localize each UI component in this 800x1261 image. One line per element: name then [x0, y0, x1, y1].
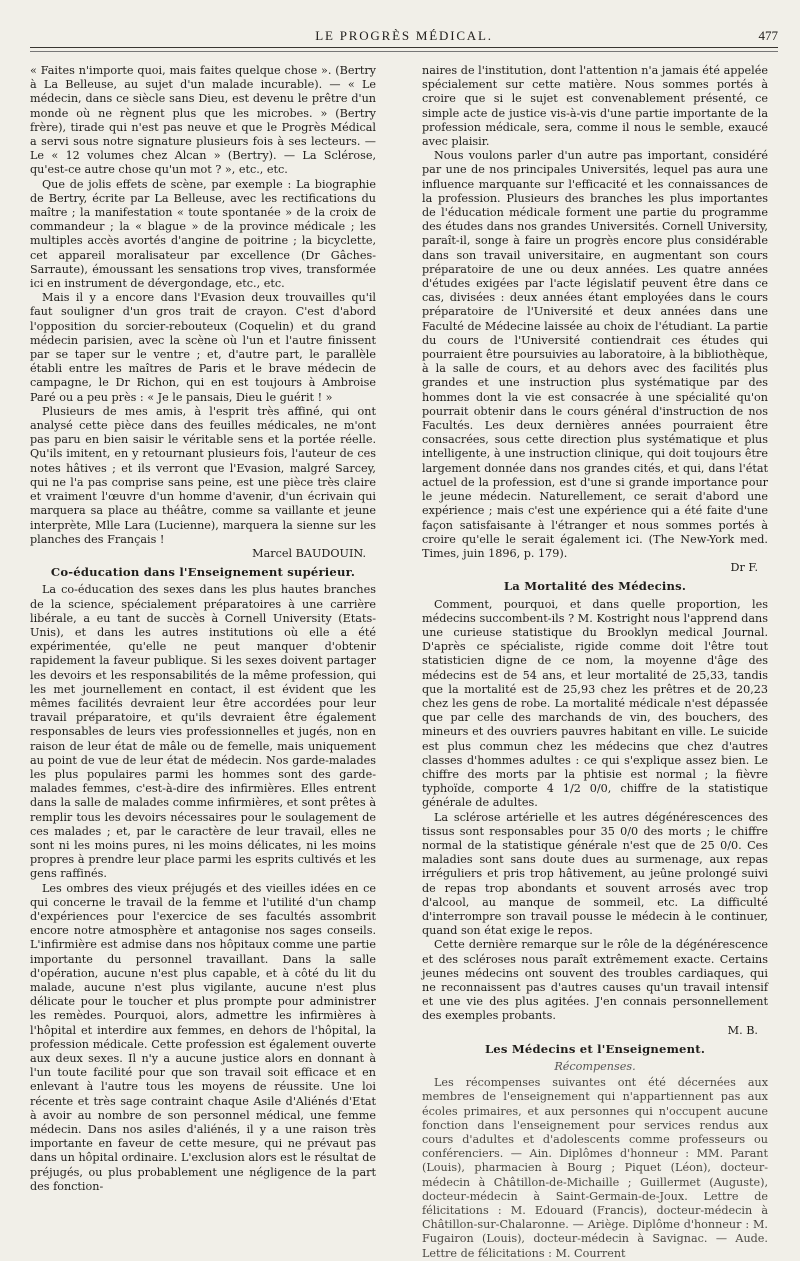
- paragraph: Comment, pourquoi, et dans quelle proportion, les médecins succombent-ils ? M. Kostright nous l'apprend dans une curieuse statistique du Brooklyn medical Journal. D'après ce spécialiste, rigide comme doit l'être tout statisticien digne de ce nom, la moyenne d'âge des médecins est de 54 ans, et leur mortalité de 25,33, tandis que la mortalité est de 25,93 chez les prêtres et de 20,23 chez les gens de robe. La mortalité médicale n'est dépassée que par celle des marchands de vin, des bouchers, des mineurs et des ouvriers pauvres habitant en ville. Le suicide est plus commun chez les médecins que chez d'autres classes d'hommes adultes : ce qui s'explique assez bien. Le chiffre des morts par la phtisie est normal ; la fièvre typhoïde, comporte 4 1/2 0/0, chiffre de la statistique générale de adultes.: [422, 597, 768, 810]
- paragraph: Nous voulons parler d'un autre pas important, considéré par une de nos principales Universités, lequel pas aura une influence marquante sur l'efficacité et les connaissances de la profession. Plusieurs des branches les plus importantes de l'éducation médicale forment une partie du programme des études dans nos grandes Universités. Cornell University, paraît-il, songe à faire un progrès encore plus considérable dans son travail universitaire, en augmentant son cours préparatoire de une ou deux années. Les quatre années d'études exigées par l'acte législatif peuvent être dans ce cas, divisées : deux années étant employées dans le cours préparatoire de l'Université et deux années dans une Faculté de Médecine laissée au choix de l'étudiant. La partie du cours de l'Université contiendrait ces études qui pourraient être poursuivies au laboratoire, à la bibliothèque, à la salle de cours, et au dehors avec des facilités plus grandes et une instruction plus systématique par des hommes dont la vie est consacrée à une spécialité qu'on pourrait obtenir dans le cours général d'instruction de nos Facultés. Les deux dernières années pourraient être consacrées, sous cette direction plus systématique et plus intelligente, à une instruction clinique, qui doit toujours être largement donnée dans nos grandes cités, et qui, dans l'état actuel de la profession, est d'une si grande importance pour le jeune médecin. Naturellement, ce serait d'abord une expérience ; mais c'est une expérience qui a été faite d'une façon satisfaisante à l'étranger et nous sommes portés à croire qu'elle le serait également ici. (The New-York med. Times, juin 1896, p. 179).: [422, 149, 768, 560]
- paragraph: « Faites n'importe quoi, mais faites quelque chose ». (Bertry à La Belleuse, au sujet d'un malade incurable). — « Le médecin, dans ce siècle sans Dieu, est devenu le prêtre d'un monde où ne règnent plus que les microbes. » (Bertry frère), tirade qui n'est pas neuve et que le Progrès Médical a servi sous notre signature plusieurs fois à ses lecteurs. — Le « 12 volumes chez Alcan » (Bertry). — La Sclérose, qu'est-ce autre chose qu'un mot ? », etc., etc.: [30, 64, 376, 177]
- author-signature: M. B.: [727, 1023, 758, 1037]
- paragraph: Que de jolis effets de scène, par exemple : La biographie de Bertry, écrite par La Belleuse, avec les rectifications du maître ; la manifestation « toute spontanée » de la croix de commandeur ; la « blague » de la province médicale ; les multiples accès avortés d'angine de poitrine ; la bicyclette, cet appareil moralisateur par excellence (Dr Gâches-Sarraute), émoussant les sensations trop vives, transformée ici en instrument de dévergondage, etc., etc.: [30, 177, 376, 291]
- paragraph: naires de l'institution, dont l'attention n'a jamais été appelée spécialement sur cette matière. Nous sommes portés à croire que si le sujet est convenablement présenté, ce simple acte de justice vis-à-vis d'une partie importante de la profession médicale, sera, comme il nous le semble, exaucé avec plaisir.: [422, 64, 768, 149]
- author-signature: Marcel BAUDOUIN.: [252, 546, 366, 560]
- paragraph: Cette dernière remarque sur le rôle de la dégénérescence et des scléroses nous paraît extrêmement exacte. Certains jeunes médecins ont souvent des troubles cardiaques, qui ne reconnaissent pas d'autres causes qu'un travail intensif et une vie des plus agitées. J'en connais personnellement des exemples probants.: [422, 938, 768, 1023]
- right-column: [422, 64, 768, 1261]
- paragraph: La co-éducation des sexes dans les plus hautes branches de la science, spécialement préparatoires à une carrière libérale, a eu tant de succès à Cornell University (Etats-Unis), et dans les autres institutions où elle a été expérimentée, qu'elle ne peut manquer d'obtenir rapidement la faveur publique. Si les sexes doivent partager les devoirs et les responsabilités de la même profession, qui les met journellement en contact, il est évident que les mêmes facilités devraient leur être accordées pour leur travail préparatoire, et qu'ils devraient être également responsables de leurs vies professionnelles et jugés, non en raison de leur état de mâle ou de femelle, mais uniquement au point de vue de leur état de médecin. Nos garde-malades les plus populaires parmi les hommes sont des garde-malades femmes, c'est-à-dire des infirmières. Elles entrent dans la salle de malades comme infirmières, et sont prêtes à remplir tous les devoirs nécessaires pour le soulagement de ces malades ; et, par le caractère de leur travail, elles ne sont ni les moins pures, ni les moins délicates, ni les moins propres à prendre leur place parmi les esprits cultivés et les gens raffinés.: [30, 583, 376, 881]
- section-heading: Les Médecins et l'Enseignement.: [484, 1041, 706, 1056]
- left-column: [30, 64, 376, 1194]
- paragraph: Les ombres des vieux préjugés et des vieilles idées en ce qui concerne le travail de la femme et l'utilité d'un champ d'expériences pour l'exercice de ses facultés assombrit encore notre atmosphère et antagonise nos sages conseils. L'infirmière est admise dans nos hôpitaux comme une partie importante du personnel travaillant. Dans la salle d'opération, aucune n'est plus capable, et à côté du lit du malade, aucune n'est plus vigilante, aucune n'est plus délicate pour le toucher et plus prompte pour administrer les remèdes. Pourquoi, alors, admettre les infirmières à l'hôpital et interdire aux femmes, en dehors de l'hôpital, la profession médicale. Cette profession est également ouverte aux deux sexes. Il n'y a aucune justice alors en donnant à l'un toute facilité pour que son travail soit efficace et en enlevant à l'autre tous les moyens de réussite. Une loi récente et très sage contraint chaque Asile d'Aliénés d'Etat à avoir au nombre de son personnel médical, une femme médecin. Dans nos asiles d'aliénés, il y a une raison très importante en faveur de cette mesure, qui ne prévaut pas dans un hôpital ordinaire. L'exclusion alors est le résultat de préjugés, ou plus probablement une négligence de la part des fonction-: [30, 881, 376, 1193]
- section-heading: La Mortalité des Médecins.: [503, 579, 687, 594]
- page-header: [30, 26, 778, 48]
- journal-title: LE PROGRÈS MÉDICAL.: [315, 28, 493, 43]
- header-rule: [30, 47, 778, 48]
- paragraph: La sclérose artérielle et les autres dégénérescences des tissus sont responsables pour 35 0/0 des morts ; le chiffre normal de la statistique générale n'est que de 25 0/0. Ces maladies sont sans doute dues au surmenage, aux repas irréguliers et pris trop hâtivement, au jeûne prolongé suivi de repas trop abondants et souvent arrosés avec trop d'alcool, au manque de sommeil, etc. La difficulté d'interrompre son travail pousse le médecin à le continuer, quand son état exige le repos.: [422, 810, 768, 938]
- paragraph: Les récompenses suivantes ont été décernées aux membres de l'enseignement qui n'appartiennent pas aux écoles primaires, et aux personnes qui n'occupent aucune fonction dans l'enseignement pour services rendus aux cours d'adultes et d'adolescents comme professeurs ou conférenciers. — Ain. Diplômes d'honneur : MM. Parant (Louis), pharmacien à Bourg ; Piquet (Léon), docteur-médecin à Châtillon-de-Michaille ; Guillermet (Auguste), docteur-médecin à Saint-Germain-de-Joux. Lettre de félicitations : M. Edouard (Francis), docteur-médecin à Châtillon-sur-Chalaronne. — Ariège. Diplôme d'honneur : M. Fugairon (Louis), docteur-médecin à Savignac. — Aude. Lettre de félicitations : M. Courrent: [422, 1076, 768, 1260]
- page-number: 477: [758, 28, 778, 43]
- section-subheading: Récompenses.: [554, 1060, 636, 1074]
- header-rule-thin: [30, 51, 778, 52]
- paragraph: Plusieurs de mes amis, à l'esprit très affiné, qui ont analysé cette pièce dans des feuilles médicales, ne m'ont pas paru en bien saisir le véritable sens et la portée réelle. Qu'ils imitent, en y retournant plusieurs fois, l'auteur de ces notes hâtives ; et ils verront que l'Evasion, malgré Sarcey, qui ne l'a pas comprise sans peine, est une pièce très claire et vraiment l'œuvre d'un homme d'avenir, d'un écrivain qui marquera sa place au théâtre, comme sa vaillante et jeune interprète, Mlle Lara (Lucienne), marquera la sienne sur les planches des Français !: [30, 404, 376, 546]
- author-signature: Dr F.: [730, 561, 758, 575]
- section-heading: Co-éducation dans l'Enseignement supérieur.: [50, 565, 356, 580]
- paragraph: Mais il y a encore dans l'Evasion deux trouvailles qu'il faut souligner d'un gros trait de crayon. C'est d'abord l'opposition du sorcier-rebouteux (Coquelin) et du grand médecin parisien, avec la scène où l'un et l'autre finissent par se taper sur le ventre ; et, d'autre part, le parallèle établi entre les maîtres de Paris et le brave médecin de campagne, le Dr Richon, qui en est toujours à Ambroise Paré ou a peu près : « Je le pansais, Dieu le guérit ! »: [30, 291, 376, 404]
